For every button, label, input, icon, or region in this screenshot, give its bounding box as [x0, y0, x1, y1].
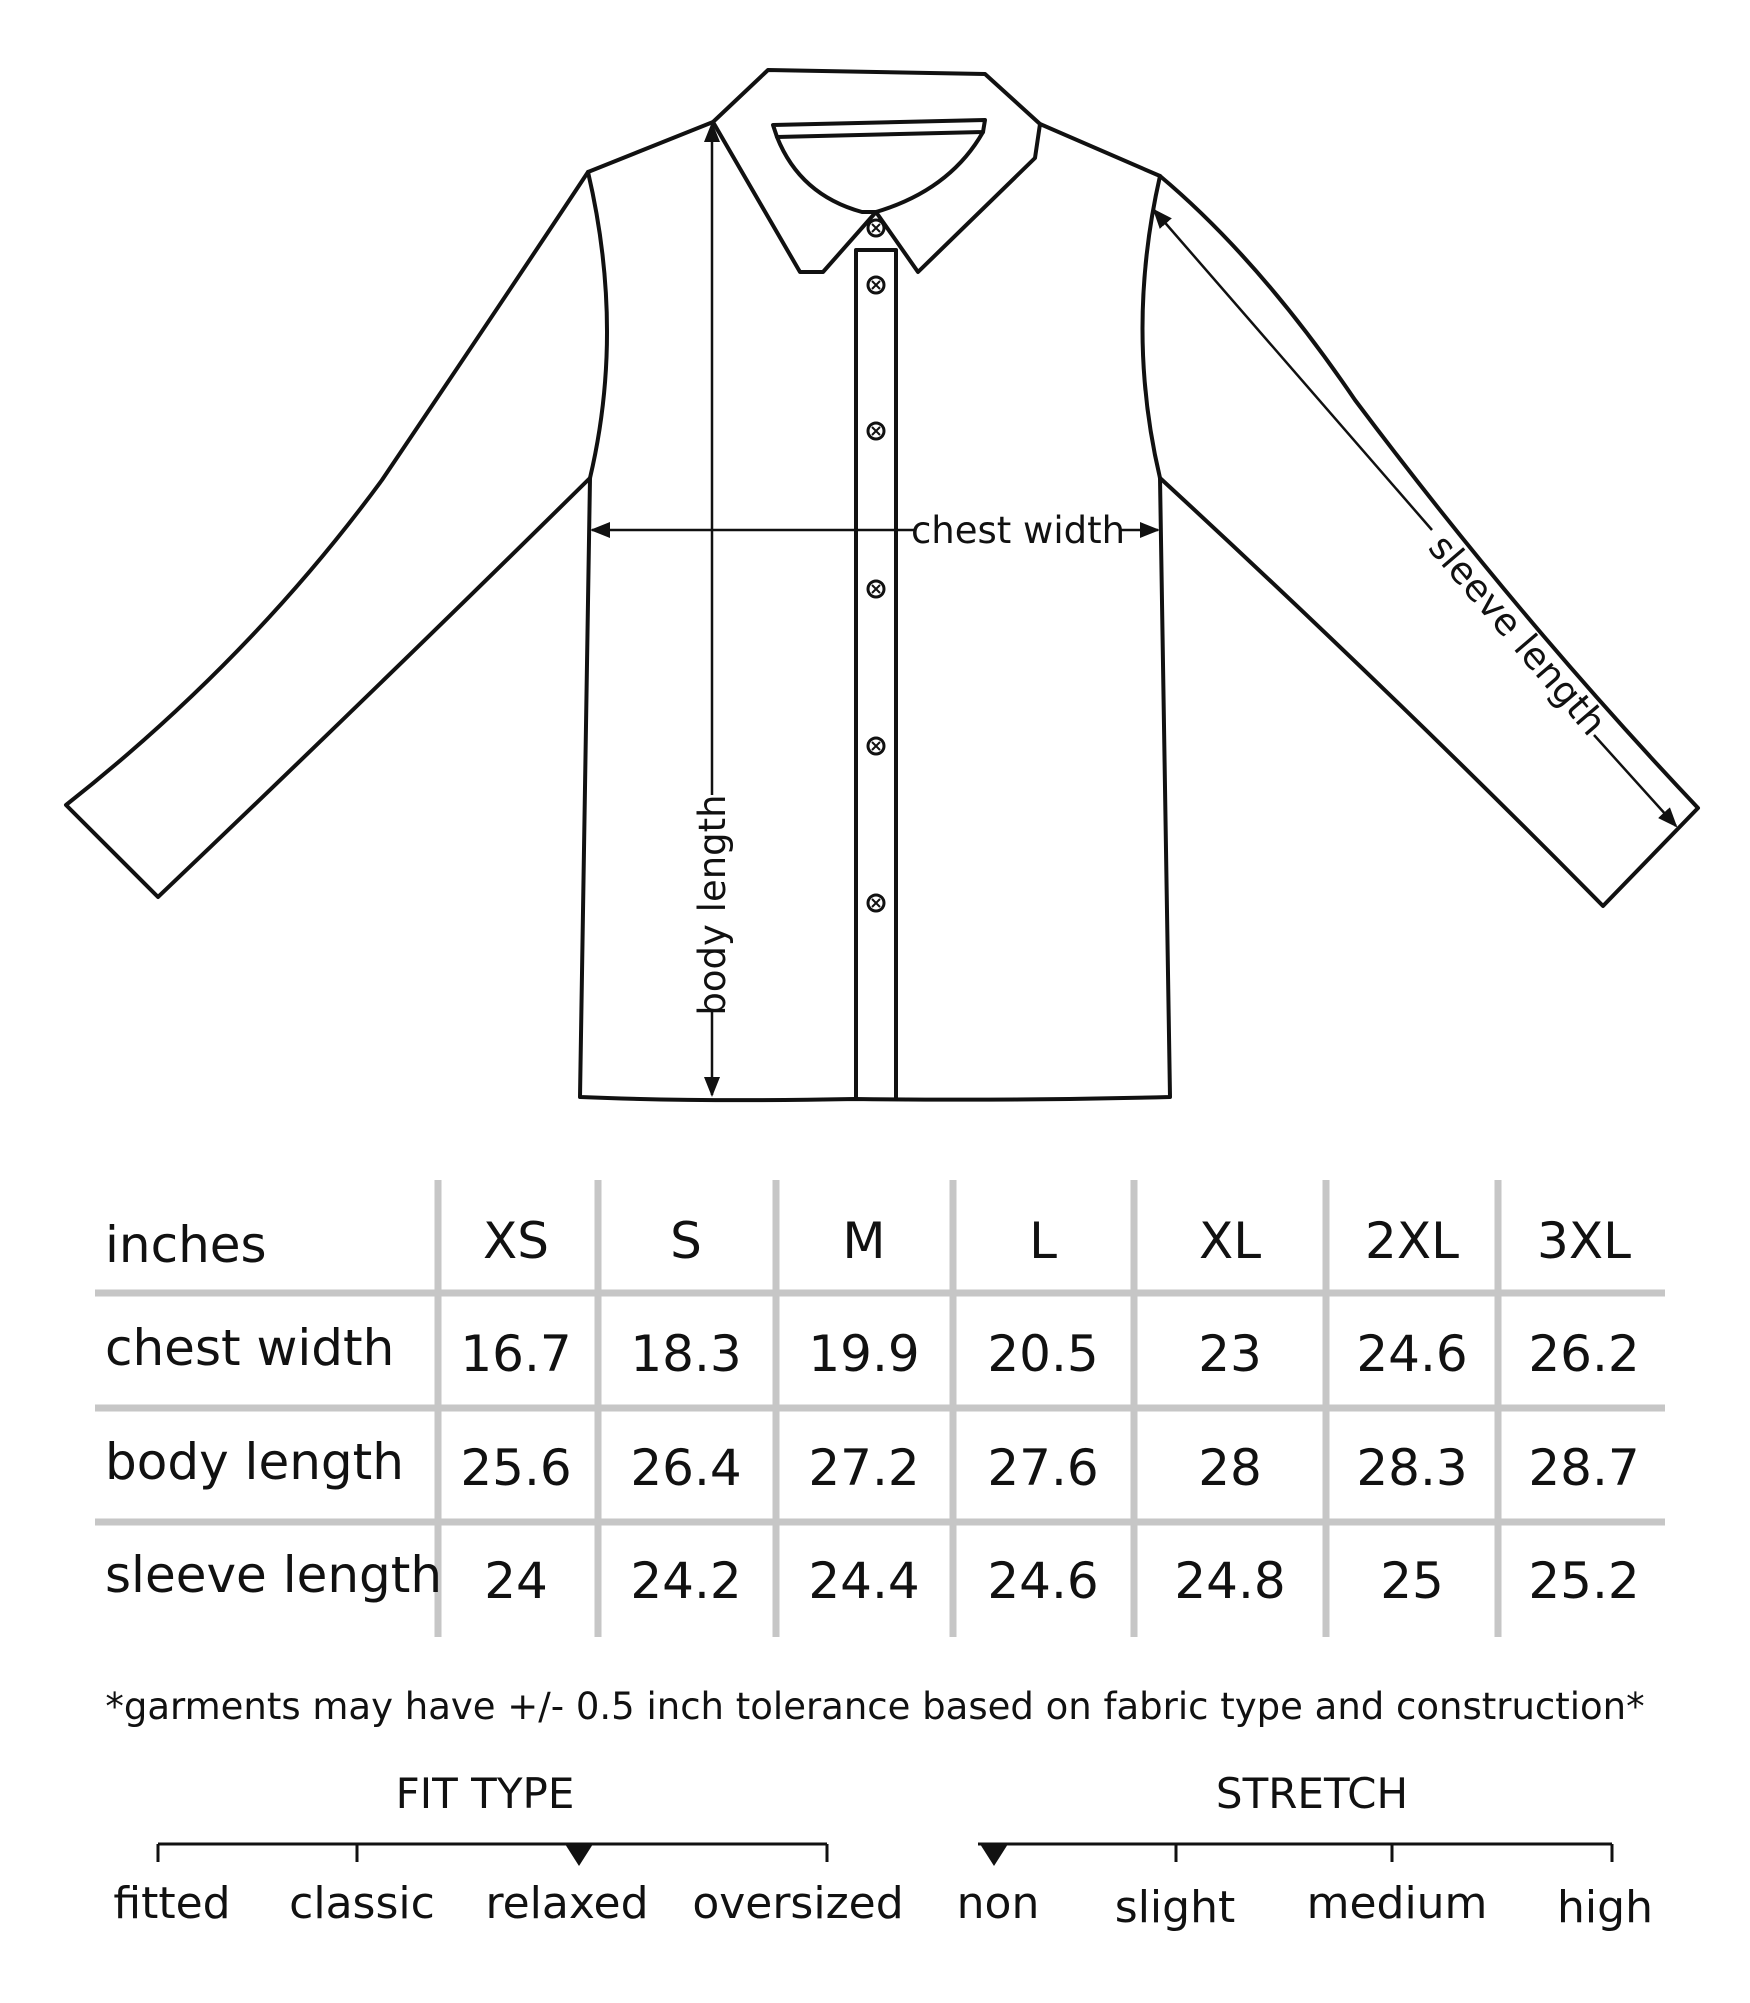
fit-type-scale	[113, 1769, 903, 1929]
table-cell: 24.6	[987, 1552, 1099, 1610]
sleeve-length-dimension	[1154, 210, 1676, 826]
size-table	[95, 1180, 1665, 1637]
stretch-option-high: high	[1557, 1882, 1653, 1933]
row-label: chest width	[105, 1319, 395, 1377]
size-header-xl: XL	[1198, 1212, 1262, 1270]
collar-inner-band	[773, 120, 985, 137]
body-length-dimension	[691, 124, 734, 1095]
left-sleeve-outline	[66, 172, 590, 897]
stretch-option-slight: slight	[1114, 1882, 1236, 1933]
fit-option-relaxed: relaxed	[485, 1878, 649, 1929]
tolerance-note: *garments may have +/- 0.5 inch tolerance based on fabric type and construction*	[105, 1685, 1645, 1728]
table-cell: 27.6	[987, 1439, 1099, 1497]
table-unit-label: inches	[105, 1216, 267, 1274]
stretch-scale	[957, 1769, 1653, 1933]
table-cell: 27.2	[808, 1439, 920, 1497]
shirt-body-outline	[580, 122, 1170, 1100]
shirt-button	[868, 895, 884, 911]
stretch-option-non: non	[956, 1878, 1040, 1929]
table-cell: 28	[1198, 1439, 1262, 1497]
shirt-button	[868, 277, 884, 293]
fit-option-fitted: fitted	[113, 1878, 231, 1929]
table-cell: 24	[484, 1552, 548, 1610]
sleeve-length-label: sleeve length	[1420, 526, 1615, 744]
table-row	[105, 1546, 1640, 1610]
fit-option-classic: classic	[289, 1878, 435, 1929]
fit-type-selected-marker	[565, 1844, 593, 1866]
row-label: body length	[105, 1433, 404, 1491]
collar-outline	[713, 70, 1040, 272]
table-cell: 25.2	[1528, 1552, 1640, 1610]
table-cell: 23	[1198, 1325, 1262, 1383]
chest-width-dimension	[592, 509, 1158, 552]
shirt-buttons	[868, 220, 884, 911]
table-cell: 28.7	[1528, 1439, 1640, 1497]
right-sleeve-outline	[1160, 176, 1698, 906]
fit-option-oversized: oversized	[692, 1878, 904, 1929]
stretch-option-medium: medium	[1306, 1878, 1488, 1929]
table-row	[105, 1433, 1640, 1497]
size-header-xs: XS	[483, 1212, 549, 1270]
table-cell: 25	[1380, 1552, 1444, 1610]
table-row	[105, 1319, 1640, 1383]
table-cell: 24.8	[1174, 1552, 1286, 1610]
size-header-2xl: 2XL	[1365, 1212, 1459, 1270]
size-header-l: L	[1029, 1212, 1057, 1270]
chest-width-label: chest width	[910, 509, 1126, 552]
table-cell: 28.3	[1356, 1439, 1468, 1497]
shirt-button	[868, 738, 884, 754]
table-cell: 24.2	[630, 1552, 742, 1610]
size-header-3xl: 3XL	[1537, 1212, 1631, 1270]
table-rows	[105, 1319, 1640, 1610]
table-cell: 16.7	[460, 1325, 572, 1383]
table-cell: 18.3	[630, 1325, 742, 1383]
placket	[856, 250, 896, 1099]
table-cell: 24.6	[1356, 1325, 1468, 1383]
table-cell: 26.4	[630, 1439, 742, 1497]
fit-type-title: FIT TYPE	[395, 1769, 575, 1818]
size-header-m: M	[842, 1212, 886, 1270]
body-length-label: body length	[691, 794, 734, 1016]
table-cell: 24.4	[808, 1552, 920, 1610]
stretch-title: STRETCH	[1215, 1769, 1409, 1818]
shirt-button	[868, 423, 884, 439]
table-cell: 25.6	[460, 1439, 572, 1497]
shirt-button	[868, 581, 884, 597]
table-cell: 19.9	[808, 1325, 920, 1383]
size-header-s: S	[670, 1212, 702, 1270]
stretch-selected-marker	[980, 1844, 1008, 1866]
row-label: sleeve length	[105, 1546, 443, 1604]
table-cell: 20.5	[987, 1325, 1099, 1383]
shirt-button	[868, 220, 884, 236]
table-cell: 26.2	[1528, 1325, 1640, 1383]
size-headers	[483, 1212, 1631, 1270]
